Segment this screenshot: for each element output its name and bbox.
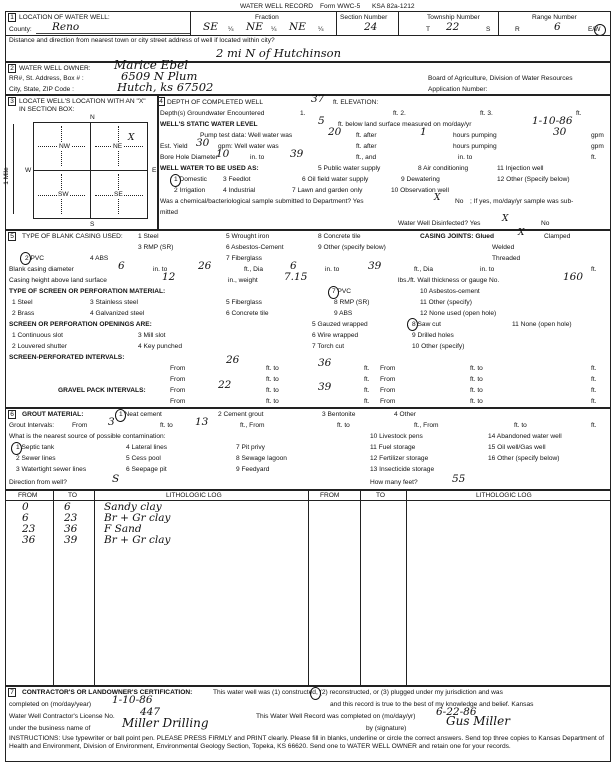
grout-other[interactable]: 4 Other [394,411,416,418]
se-quadrant: SE [114,191,123,198]
log-row-to[interactable]: 6 [64,501,71,513]
screen-concrete[interactable]: 6 Concrete tile [226,310,269,317]
wall-thickness-label: lbs./ft. Wall thickness or gauge No. [398,277,500,284]
completed-tail: and this record is true to the best of my knowledge and belief. Kansas [330,701,534,708]
gp-to-label-2: ft. to [470,387,483,394]
business-label: under the business name of [9,725,91,732]
sp-ft-label: ft. [364,365,370,372]
use-dewatering[interactable]: 9 Dewatering [401,176,440,183]
gp-ft-label: ft. [364,387,370,394]
screen-material-label: TYPE OF SCREEN OR PERFORATION MATERIAL: [9,288,166,295]
saw-cut-circle [407,318,418,331]
gi-from-label: From [72,422,88,429]
gp-from-label: From [170,387,186,394]
gi-to-value[interactable]: 13 [195,416,209,428]
static-level-date[interactable]: 1-10-86 [532,115,573,127]
sw-quadrant: SW [58,191,69,198]
west-label: W [25,167,32,174]
license-number[interactable]: 447 [140,706,161,718]
address-label: RR#, St. Address, Box # : [9,75,84,82]
pump-gpm-label: gpm [591,132,604,139]
gp-from-label-2: From [380,387,396,394]
gp-to-value[interactable]: 39 [318,381,332,393]
depth-value[interactable]: 37 [311,93,325,105]
log-row-from[interactable]: 23 [22,523,36,535]
pvc-casing-circle [20,252,31,265]
section-6-number: 6 [8,410,16,419]
log-from-header: FROM [18,492,38,499]
yield-value[interactable]: 30 [196,137,210,149]
county-value[interactable]: Reno [52,21,80,33]
yield-gpm2: gpm [591,143,604,150]
opening-saw-cut[interactable]: 8 Saw cut [412,321,441,328]
disinfected-label: Water Well Disinfected? Yes [398,220,481,227]
log-row-from[interactable]: 36 [22,534,36,546]
record-date[interactable]: 6-22-86 [436,706,477,718]
how-many-feet-label: How many feet? [370,479,418,486]
direction-label: Direction from well? [9,479,67,486]
license-label: Water Well Contractor's License No. [9,713,115,720]
casing-label: TYPE OF BLANK CASING USED: [22,233,123,240]
owner-label: WATER WELL OWNER: [19,65,91,72]
elevation-label: ft. ELEVATION: [333,99,379,106]
pump-hours-value[interactable]: 1 [420,126,427,138]
gp-to-label: ft. to [266,387,279,394]
screen-stainless[interactable]: 3 Stainless steel [90,299,139,306]
casing-wrought[interactable]: 5 Wrought iron [226,233,270,240]
opening-key[interactable]: 4 Key punched [138,343,182,350]
sp-from-label-4: From [380,376,396,383]
groundwater-label: Depth(s) Groundwater Encountered [160,110,265,117]
section-3-number: 3 [8,97,16,106]
casing-abs[interactable]: 4 ABS [90,255,109,262]
gp-to-label-3: ft. to [266,398,279,405]
form-title: WATER WELL RECORD [240,3,314,10]
screen-fiberglass[interactable]: 5 Fiberglass [226,299,262,306]
county-label: County: [9,26,32,33]
casing-dia-to[interactable]: 26 [198,260,212,272]
gauge-value[interactable]: 160 [563,271,584,283]
opening-mill[interactable]: 3 Mill slot [138,332,166,339]
contam-oil[interactable]: 15 Oil well/Gas well [488,444,546,451]
log-row-from[interactable]: 6 [22,512,29,524]
gp-to-label-4: ft. to [470,398,483,405]
quarter-symbol-3: ¼ [318,26,324,33]
board-label: Board of Agriculture, Division of Water Resources [428,75,573,82]
quarter-symbol-1: ¼ [228,26,234,33]
range-ew: E/W [588,26,601,33]
sp-to-label-2: ft. to [470,365,483,372]
screen-abs[interactable]: 9 ABS [334,310,353,317]
north-label: N [90,114,95,121]
bore-to-value[interactable]: 39 [290,148,304,160]
log-row-description[interactable]: Br + Gr clay [104,534,171,546]
contam-watertight[interactable]: 3 Watertight sewer lines [16,466,87,473]
gp-from-label-3: From [170,398,186,405]
distance-value[interactable]: 2 mi N of Hutchinson [216,46,341,60]
casing-rmp[interactable]: 3 RMP (SR) [138,244,174,251]
sp-from-label-2: From [380,365,396,372]
use-public[interactable]: 5 Public water supply [318,165,381,172]
sp-to-label: ft. to [266,365,279,372]
grout-bentonite[interactable]: 3 Bentonite [322,411,356,418]
certification-text: This water well was (1) constructed, (2) reconstructed, or (3) plugged under my jurisdiction and was [213,689,503,696]
use-lawn[interactable]: 7 Lawn and garden only [292,187,363,194]
form-number: Form WWC-5 [320,3,361,10]
screen-steel[interactable]: 1 Steel [12,299,33,306]
gravel-pack-label: GRAVEL PACK INTERVALS: [58,387,146,394]
pump-hours-label: hours pumping [453,132,497,139]
city-label: City, State, ZIP Code : [9,86,74,93]
joints-clamped: Clamped [544,233,571,240]
casing-asbestos[interactable]: 6 Asbestos-Cement [226,244,284,251]
pump-test-value[interactable]: 20 [328,126,342,138]
contam-other[interactable]: 16 Other (specify below) [488,455,560,462]
contam-septic[interactable]: 1 Septic tank [16,444,55,451]
casing-dia-ft: ft., Dia [244,266,264,273]
township-value[interactable]: 22 [446,21,460,33]
contam-fuel[interactable]: 11 Fuel storage [370,444,416,451]
openings-label: SCREEN OR PERFORATION OPENINGS ARE: [9,321,152,328]
ne-quadrant: NE [113,143,123,150]
casing-other[interactable]: 9 Other (specify below) [318,244,386,251]
sp-ft-label-4: ft. [591,376,597,383]
casing-dia3-ft: ft. [591,266,597,273]
use-injection[interactable]: 11 Injection well [497,165,544,172]
log-from-header-2: FROM [320,492,340,499]
screen-rmp[interactable]: 8 RMP (SR) [334,299,370,306]
chem-question: Was a chemical/bacteriological sample submitted to Department? Yes [160,198,364,205]
quarter-symbol-2: ¼ [271,26,277,33]
screen-asbestos[interactable]: 10 Asbestos-cement [420,288,480,295]
grout-label: GROUT MATERIAL: [22,411,84,418]
contam-feedyard[interactable]: 9 Feedyard [236,466,270,473]
casing-concrete[interactable]: 8 Concrete tile [318,233,361,240]
section-7-number: 7 [8,688,16,697]
ksa-reference: KSA 82a-1212 [372,3,415,10]
log-row-to[interactable]: 36 [64,523,78,535]
constructed-circle [310,687,321,700]
chem-no: No [455,198,464,205]
casing-height[interactable]: 12 [162,271,176,283]
opening-gauzed[interactable]: 5 Gauzed wrapped [312,321,368,328]
opening-none[interactable]: 11 None (open hole) [512,321,572,328]
log-row-from[interactable]: 0 [22,501,29,513]
nw-quadrant: NW [59,143,70,150]
screen-other[interactable]: 11 Other (specify) [420,299,472,306]
joints-threaded: Threaded [492,255,521,262]
pump-gpm-value[interactable]: 30 [553,126,567,138]
gp-ft-label-3: ft. [364,398,370,405]
direction-value[interactable]: S [112,473,120,485]
screen-none[interactable]: 12 None used (open hole) [420,310,497,317]
gw-1: 1. [300,110,306,117]
signature-label: by (signature) [366,725,407,732]
township-label: Township Number [427,14,480,21]
casing-height-label: Casing height above land surface [9,277,107,284]
range-r: R [515,26,520,33]
sp-from-label-3: From [170,376,186,383]
sp-to-label-3: ft. to [266,376,279,383]
screen-galvanized[interactable]: 4 Galvanized steel [90,310,145,317]
log-row-description[interactable]: F Sand [104,523,142,535]
sp-from-label: From [170,365,186,372]
grout-cement[interactable]: 2 Cement grout [218,411,264,418]
pvc-screen-circle [328,286,339,299]
owner-value[interactable]: Marice Ebel [114,58,189,72]
fraction-label: Fraction [255,14,279,21]
locate-label: LOCATE WELL'S LOCATION WITH AN "X" IN SECTION BOX: [19,98,146,113]
completed-date[interactable]: 1-10-86 [112,694,153,706]
static-level-tail: ft. below land surface measured on mo/day/yr [338,121,472,128]
township-t: T [426,26,431,33]
fraction-q3[interactable]: NE [289,21,306,33]
use-other[interactable]: 12 Other (Specify below) [497,176,570,183]
grout-intervals-label: Grout Intervals: [9,422,55,429]
contam-lagoon[interactable]: 8 Sewage lagoon [236,455,287,462]
opening-drilled[interactable]: 9 Drilled holes [412,332,454,339]
gi-ft2-from: ft., From [414,422,439,429]
completed-label: completed on (mo/day/year) [9,701,92,708]
contam-fertilizer[interactable]: 12 Fertilizer storage [370,455,429,462]
casing-fiberglass[interactable]: 7 Fiberglass [226,255,262,262]
use-air[interactable]: 8 Air conditioning [418,165,469,172]
log-row-to[interactable]: 39 [64,534,78,546]
city-value[interactable]: Hutch, ks 67502 [117,80,214,94]
use-industrial[interactable]: 4 Industrial [223,187,256,194]
contam-privy[interactable]: 7 Pit privy [236,444,265,451]
section-number-label: Section Number [340,14,388,21]
joints-x[interactable]: X [518,228,525,238]
opening-wire[interactable]: 6 Wire wrapped [312,332,359,339]
casing-dia2-ft: ft., Dia [414,266,434,273]
business-name[interactable]: Miller Drilling [122,716,209,730]
range-value[interactable]: 6 [554,21,561,33]
use-feedlot[interactable]: 3 Feedlot [223,176,251,183]
casing-diameter[interactable]: 6 [118,260,125,272]
east-label: E [152,167,157,174]
casing-weight[interactable]: 7.15 [284,271,308,283]
log-to-header: TO [68,492,78,499]
septic-circle [11,442,22,455]
disinfected-no: No [541,220,550,227]
section-1-number: 1 [8,13,16,22]
contam-cess[interactable]: 5 Cess pool [126,455,161,462]
use-domestic[interactable]: 1 Domestic [174,176,207,183]
yield-label: Est. Yield [160,143,188,150]
joints-welded: Welded [492,244,515,251]
application-label: Application Number: [428,86,488,93]
well-location-x[interactable]: X [128,133,135,143]
gi-to3: ft. to [514,422,527,429]
chem-mitted: mitted [160,209,178,216]
depth-label: DEPTH OF COMPLETED WELL [167,99,263,106]
contam-abandoned[interactable]: 14 Abandoned water well [488,433,562,440]
gi-from-value[interactable]: 3 [108,416,115,428]
casing-dia-in: in. to [153,266,168,273]
section-4-number: 4 [157,97,165,106]
township-s: S [486,26,491,33]
yield-gpm: gpm: Well water was [218,143,279,150]
casing-pvc[interactable]: 2 PVC [25,255,45,262]
yield-hours: hours pumping [453,143,497,150]
feet-value[interactable]: 55 [452,473,466,485]
south-label: S [90,221,95,228]
log-row-to[interactable]: 23 [64,512,78,524]
casing-joints-label: CASING JOINTS: Glued [420,233,495,240]
bore-ft: ft., and [356,154,377,161]
grout-neat-cement[interactable]: 1 Neat cement [119,411,162,418]
opening-other[interactable]: 10 Other (specify) [412,343,465,350]
contamination-label: What is the nearest source of possible contamination: [9,433,166,440]
screen-brass[interactable]: 2 Brass [12,310,35,317]
opening-louvered[interactable]: 2 Louvered shutter [12,343,67,350]
gw-2: ft. 2. [393,110,406,117]
location-label: LOCATION OF WATER WELL: [19,14,110,21]
screen-pvc[interactable]: 7 PVC [332,288,352,295]
domestic-circle [170,174,181,187]
section-5-number: 5 [8,232,16,241]
log-row-description[interactable]: Sandy clay [104,501,162,513]
log-litho-header-2: LITHOLOGIC LOG [476,492,532,499]
gi-to2: ft. to [337,422,350,429]
section-2-number: 2 [8,64,16,73]
section-number-value[interactable]: 24 [364,21,378,33]
sp-ft-label-2: ft. [591,365,597,372]
disinfected-x[interactable]: X [502,214,509,224]
contam-lateral[interactable]: 4 Lateral lines [126,444,168,451]
use-label: WELL WATER TO BE USED AS: [160,165,259,172]
contam-seepage[interactable]: 6 Seepage pit [126,466,167,473]
log-to-header-2: TO [376,492,386,499]
address-value[interactable]: 6509 N Plum [121,69,198,83]
bore-ft2: ft. [591,154,597,161]
bore-in2: in. to [458,154,473,161]
log-litho-header: LITHOLOGIC LOG [166,492,222,499]
chem-tail: ; If yes, mo/day/yr sample was sub- [470,198,574,205]
sp-to-label-4: ft. to [470,376,483,383]
fraction-q1[interactable]: SE [203,21,218,33]
opening-torch[interactable]: 7 Torch cut [312,343,345,350]
bore-value[interactable]: 10 [216,148,230,160]
bore-in: in. to [250,154,265,161]
casing-dia2-to[interactable]: 39 [368,260,382,272]
sp-to-value[interactable]: 36 [318,357,332,369]
gw-3: ft. 3. [480,110,493,117]
gi-ft3: ft. [591,422,597,429]
casing-dia2-in: in. to [325,266,340,273]
bore-label: Bore Hole Diameter [160,154,218,161]
mile-label: 1 Mile [2,167,10,185]
fraction-q2[interactable]: NE [246,21,263,33]
casing-diameter-2[interactable]: 6 [290,260,297,272]
gp-ft-label-4: ft. [591,398,597,405]
log-row-description[interactable]: Br + Gr clay [104,512,171,524]
distance-label: Distance and direction from nearest town or city street address of well if located within city? [9,37,275,44]
contam-sewer[interactable]: 2 Sewer lines [16,455,56,462]
use-observation[interactable]: 10 Observation well [391,187,449,194]
gp-from-label-4: From [380,398,396,405]
pump-after: ft. after [356,132,377,139]
opening-continuous[interactable]: 1 Continuous slot [12,332,63,339]
gw-ft: ft. [576,110,582,117]
screen-intervals-label: SCREEN-PERFORATED INTERVALS: [9,354,125,361]
chem-x[interactable]: X [434,193,441,203]
static-level-value[interactable]: 5 [318,115,325,127]
signature[interactable]: Gus Miller [446,714,510,728]
casing-steel[interactable]: 1 Steel [138,233,159,240]
sp-ft-label-3: ft. [364,376,370,383]
use-oil[interactable]: 6 Oil field water supply [302,176,369,183]
range-label: Range Number [532,14,577,21]
casing-dia3-in: in. to [480,266,495,273]
instructions: INSTRUCTIONS: Use typewriter or ball point pen. PLEASE PRESS FIRMLY and PRINT clearly. Please fill in blanks, underline or circle the correct answers. Send top three copies to Kansas Department of Health and Environment, Division of Environment, Environmental Geology Section, Topeka, KS 66620. Send one to WATER WELL OWNER and retain one for your records. [9,735,605,751]
yield-after: ft. after [356,143,377,150]
gp-ft-label-2: ft. [591,387,597,394]
use-irrigation[interactable]: 2 Irrigation [174,187,206,194]
blank-casing-label: Blank casing diameter [9,266,74,273]
gi-ft-from: ft., From [240,422,265,429]
pump-test-label: Pump test data: Well water was [200,132,293,139]
sp-from-value[interactable]: 26 [226,354,240,366]
gi-to-label: ft. to [160,422,173,429]
static-level-label: WELL'S STATIC WATER LEVEL [160,121,258,128]
contam-insecticide[interactable]: 13 Insecticide storage [370,466,435,473]
neat-cement-circle [115,409,126,422]
certification-label: CONTRACTOR'S OR LANDOWNER'S CERTIFICATION: [22,689,193,696]
gp-from-value[interactable]: 22 [218,379,232,391]
record-completed-label: This Water Well Record was completed on (mo/day/yr) [256,713,416,720]
casing-weight-label: in., weight [228,277,258,284]
contam-livestock[interactable]: 10 Livestock pens [370,433,423,440]
